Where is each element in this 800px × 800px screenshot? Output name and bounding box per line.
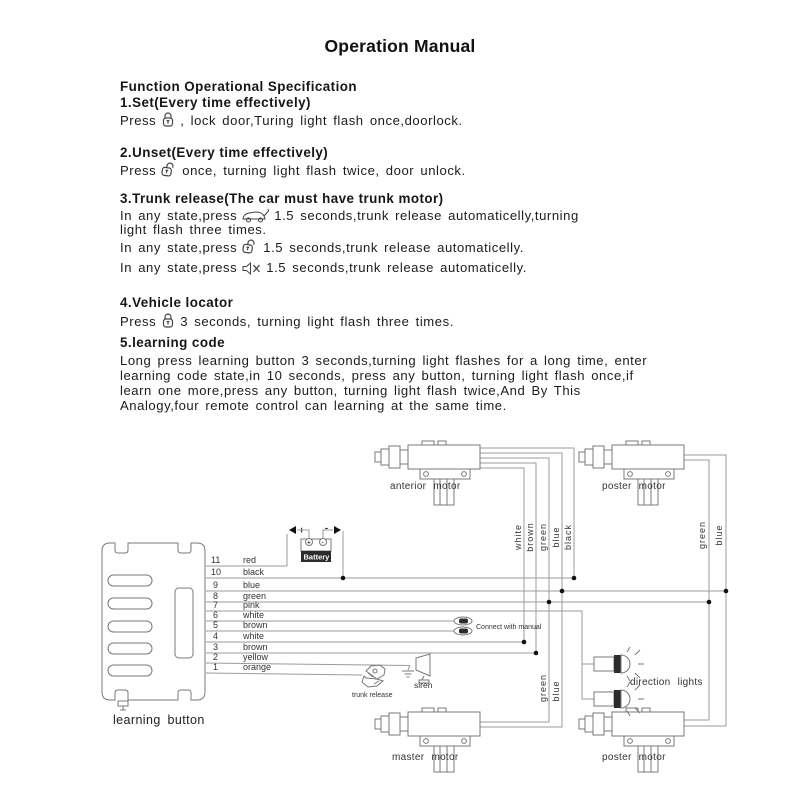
svg-text:7: 7 — [213, 600, 219, 610]
line-text: Analogy,four remote control can learning at the same time. — [120, 398, 507, 413]
poster-top-wire-labels — [697, 521, 724, 549]
anterior-motor-icon — [375, 441, 480, 505]
line-text: once, turning light flash twice, door unlock. — [182, 163, 466, 178]
svg-text:blue: blue — [551, 680, 561, 702]
line-text: In any state,press — [120, 208, 238, 223]
line-text: 1.5 seconds,trunk release automaticelly,turning — [274, 208, 579, 223]
battery-minus-sign: - — [325, 523, 328, 533]
svg-text:brown: brown — [243, 620, 268, 630]
section-5-heading: 5.learning code — [120, 335, 225, 350]
direction-lights-label: direction lights — [630, 677, 703, 688]
line-text: 3 seconds, turning light flash three times. — [180, 314, 454, 329]
control-unit-icon — [102, 543, 205, 710]
line-text: learn one more,press any button, turning light flash twice,And By This — [120, 383, 581, 398]
line-text: Press — [120, 314, 157, 329]
siren-label: siren — [414, 680, 433, 690]
svg-text:black: black — [563, 523, 573, 551]
svg-text:blue: blue — [551, 526, 561, 548]
line-text: In any state,press — [120, 240, 238, 255]
page-title: Operation Manual — [324, 36, 476, 56]
battery-plus-sign: + — [299, 525, 305, 535]
wire-row-8 — [206, 591, 709, 602]
line-text: Press — [120, 113, 157, 128]
svg-text:green: green — [697, 520, 707, 550]
svg-text:-: - — [321, 539, 324, 547]
svg-text:9: 9 — [213, 580, 219, 590]
svg-text:brown: brown — [243, 642, 268, 652]
siren-icon — [402, 654, 430, 683]
svg-text:8: 8 — [213, 591, 219, 601]
anterior-wire-labels — [513, 522, 573, 552]
svg-text:white: white — [513, 523, 523, 551]
svg-text:blue: blue — [714, 524, 724, 546]
junction-dots — [341, 576, 729, 656]
svg-text:red: red — [243, 555, 257, 565]
svg-text:4: 4 — [213, 631, 219, 641]
section-3-heading: 3.Trunk release(The car must have trunk motor) — [120, 191, 444, 206]
svg-text:5: 5 — [213, 620, 219, 630]
wire-row-4 — [206, 631, 524, 642]
section-2-heading: 2.Unset(Every time effectively) — [120, 145, 329, 160]
svg-text:6: 6 — [213, 610, 219, 620]
svg-text:3: 3 — [213, 642, 219, 652]
master-motor-label: master motor — [392, 752, 459, 763]
wire-row-10 — [206, 567, 574, 578]
wire-row-5 — [206, 620, 454, 631]
svg-text:2: 2 — [213, 652, 219, 662]
svg-text:pink: pink — [243, 600, 260, 610]
svg-text:+: + — [307, 539, 311, 547]
wire-row-2 — [206, 652, 410, 666]
svg-text:green: green — [538, 673, 548, 703]
poster-motor-bottom-label: poster motor — [602, 752, 666, 763]
svg-text:green: green — [243, 591, 267, 601]
connector-icon — [454, 617, 472, 635]
svg-text:10: 10 — [211, 567, 222, 577]
connect-with-manual-label: Connect with manual — [476, 624, 542, 631]
line-text: learning code state,in 10 seconds, press any button, turning light flash once,if — [120, 368, 634, 383]
poster-motor-top-label: poster motor — [602, 481, 666, 492]
learning-button-label: learning button — [113, 713, 205, 727]
svg-text:brown: brown — [525, 522, 535, 552]
spec-heading: Function Operational Specification — [120, 79, 358, 94]
line-text: In any state,press — [120, 260, 238, 275]
trunk-release-label: trunk release — [352, 692, 393, 699]
line-text: 1.5 seconds,trunk release automaticelly. — [263, 240, 524, 255]
trunk-release-icon — [362, 665, 385, 687]
svg-text:blue: blue — [243, 580, 261, 590]
svg-text:white: white — [243, 610, 265, 620]
svg-text:orange: orange — [243, 662, 272, 672]
line-text: , lock door,Turing light flash once,doorlock. — [180, 113, 463, 128]
line-text: 1.5 seconds,trunk release automaticelly. — [266, 260, 527, 275]
svg-text:black: black — [243, 567, 265, 577]
battery-label: Battery — [303, 552, 330, 562]
svg-text:yellow: yellow — [243, 652, 269, 662]
line-text: Long press learning button 3 seconds,turning light flashes for a long time, enter — [120, 353, 648, 368]
svg-text:1: 1 — [213, 662, 219, 672]
anterior-motor-label: anterior motor — [390, 481, 461, 492]
wire-row-11 — [206, 555, 287, 566]
battery-icon — [289, 523, 341, 562]
wire-row-9 — [206, 580, 726, 591]
section-1-heading: 1.Set(Every time effectively) — [120, 95, 311, 110]
learning-button-icon — [118, 701, 128, 710]
svg-text:11: 11 — [211, 555, 221, 565]
poster-motor-top-icon — [579, 441, 684, 505]
line-text: Press — [120, 163, 157, 178]
svg-text:green: green — [538, 522, 548, 552]
section-4-heading: 4.Vehicle locator — [120, 295, 234, 310]
line-text: light flash three times. — [120, 222, 267, 237]
svg-text:white: white — [243, 631, 265, 641]
